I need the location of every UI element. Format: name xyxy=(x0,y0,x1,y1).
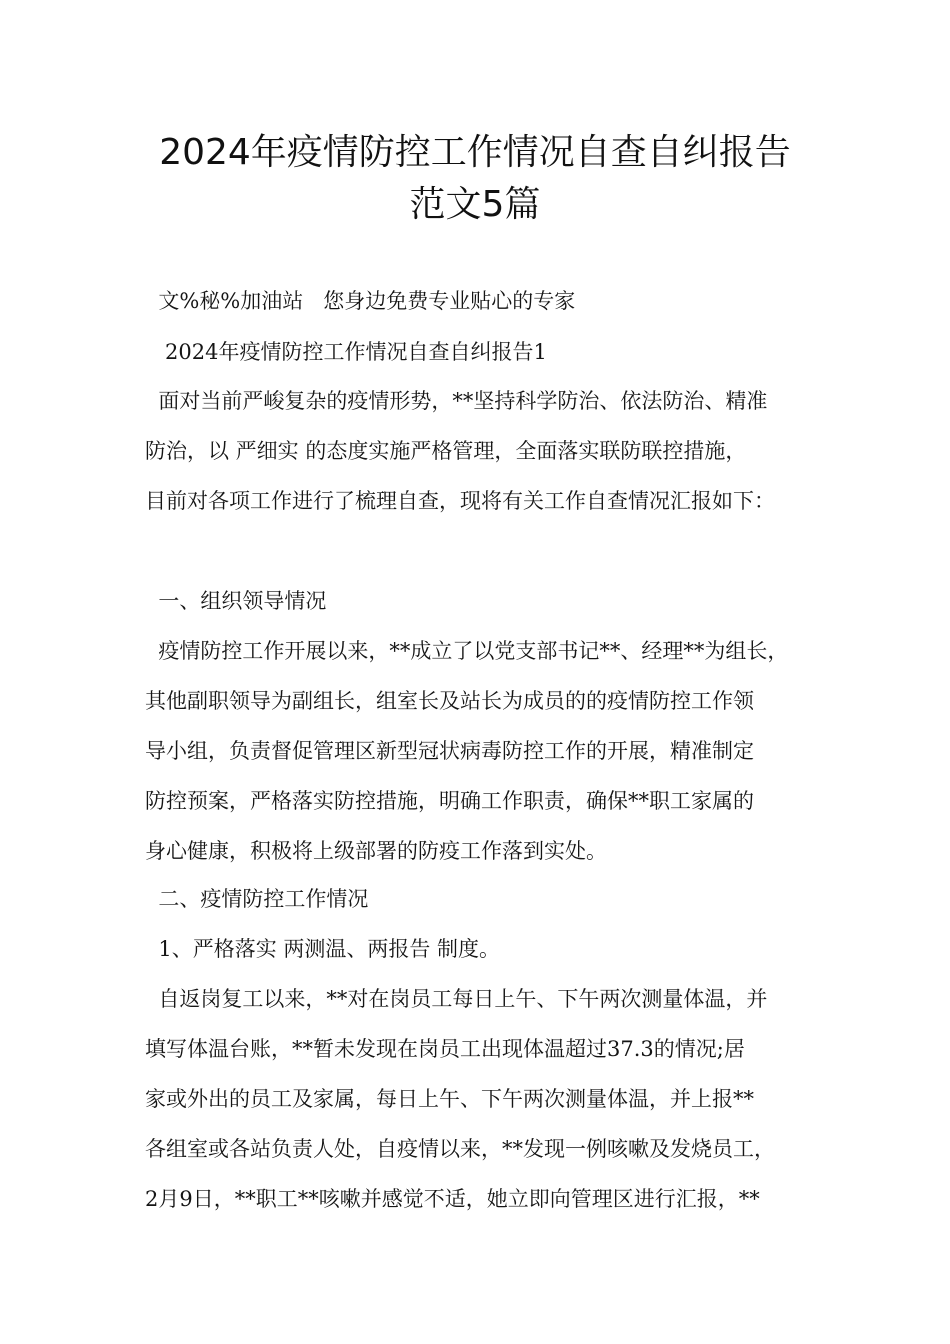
section-heading: 2024年疫情防控工作情况自查自纠报告1 xyxy=(145,340,547,364)
section-heading: 一、组织领导情况 xyxy=(145,589,327,613)
body-line: 其他副职领导为副组长，组室长及站长为成员的的疫情防控工作领 xyxy=(145,689,754,713)
body-line: 身心健康，积极将上级部署的防疫工作落到实处。 xyxy=(145,839,607,863)
section-heading: 二、疫情防控工作情况 xyxy=(145,887,369,911)
body-line: 家或外出的员工及家属，每日上午、下午两次测量体温，并上报** xyxy=(145,1087,754,1111)
source-line: 文%秘%加油站 您身边免费专业贴心的专家 xyxy=(145,289,576,313)
subsection-heading: 1、严格落实 两测温、两报告 制度。 xyxy=(145,937,501,961)
body-line: 防控预案，严格落实防控措施，明确工作职责，确保**职工家属的 xyxy=(145,789,754,813)
body-line: 填写体温台账，**暂未发现在岗员工出现体温超过37.3的情况;居 xyxy=(145,1037,745,1061)
body-line: 面对当前严峻复杂的疫情形势，**坚持科学防治、依法防治、精准 xyxy=(145,389,768,413)
body-line: 各组室或各站负责人处，自疫情以来，**发现一例咳嗽及发烧员工， xyxy=(145,1137,775,1161)
body-line: 目前对各项工作进行了梳理自查，现将有关工作自查情况汇报如下： xyxy=(145,489,775,513)
body-line: 自返岗复工以来，**对在岗员工每日上午、下午两次测量体温，并 xyxy=(145,987,768,1011)
body-line: 导小组，负责督促管理区新型冠状病毒防控工作的开展，精准制定 xyxy=(145,739,754,763)
body-line: 防治，以 严细实 的态度实施严格管理，全面落实联防联控措施， xyxy=(145,439,747,463)
body-line: 2月9日，**职工**咳嗽并感觉不适，她立即向管理区进行汇报，** xyxy=(145,1187,760,1211)
document-title-line-1: 2024年疫情防控工作情况自查自纠报告 xyxy=(159,132,791,173)
body-line: 疫情防控工作开展以来，**成立了以党支部书记**、经理**为组长， xyxy=(145,639,789,663)
document-title-line-2: 范文5篇 xyxy=(409,184,541,225)
